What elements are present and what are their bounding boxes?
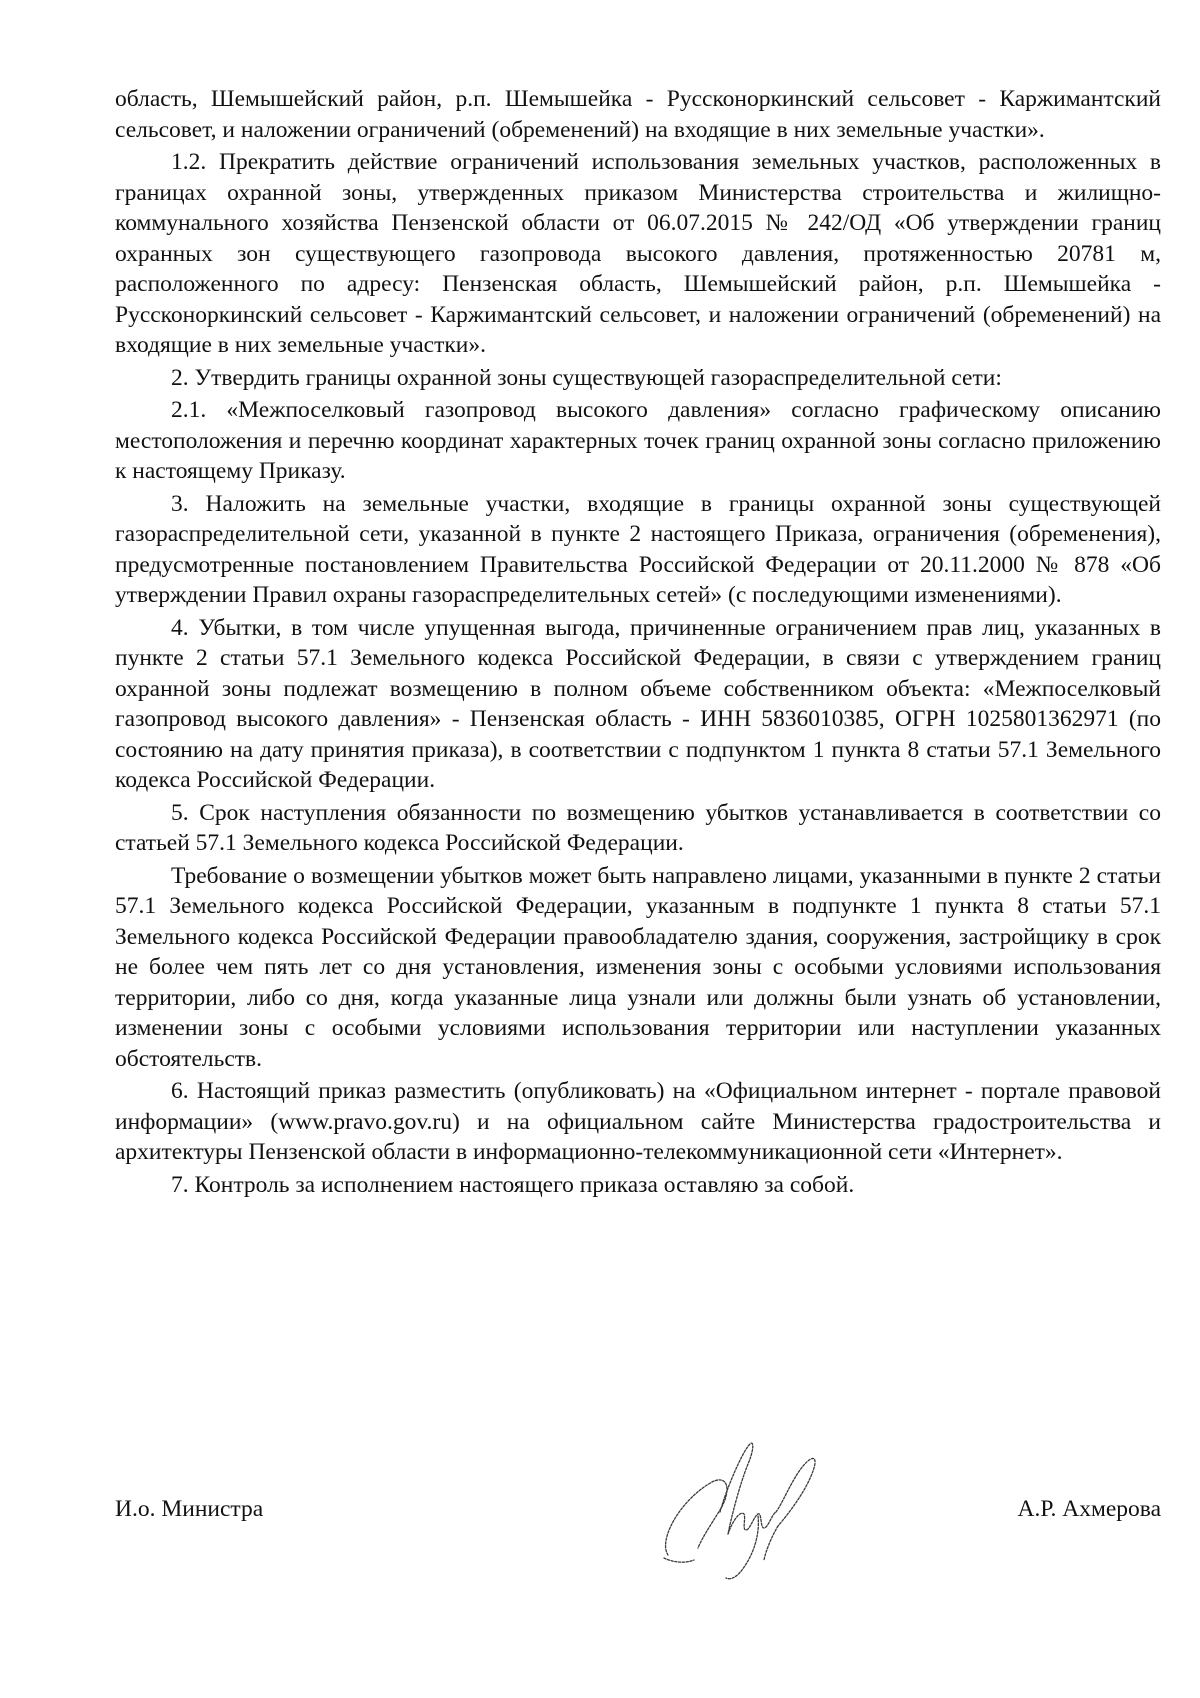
paragraph-continuation: область, Шемышейский район, р.п. Шемышейка - Руссконоркинский сельсовет - Каржимантский сельсовет, и наложении ограничений (обременений) на входящие в них земельные участки». — [115, 86, 1161, 143]
signatory-position: И.о. Министра — [115, 1496, 264, 1522]
document-body — [115, 84, 1161, 1200]
paragraph-2: 2. Утвердить границы охранной зоны существующей газораспределительной сети: — [171, 364, 1002, 391]
paragraph-5: 5. Срок наступления обязанности по возмещению убытков устанавливается в соответствии со статьей 57.1 Земельного кодекса Российской Федерации. — [115, 799, 1161, 856]
paragraph-5-requirement: Требование о возмещении убытков может быть направлено лицами, указанными в пункте 2 статьи 57.1 Земельного кодекса Российской Федерации, указанным в подпункте 1 пункта 8 статьи 57.1 Земельного кодекса Российской Федерации правообладателю здания, сооружения, застройщику в срок не более чем пять лет со дня установления, изменения зоны с особыми условиями использования территории, либо со дня, когда указанные лица узнали или должны были узнать об установлении, изменении зоны с особыми условиями использования территории или наступлении указанных обстоятельств. — [115, 862, 1161, 1072]
signature-block — [115, 1494, 1161, 1534]
paragraph-6: 6. Настоящий приказ разместить (опубликовать) на «Официальном интернет - портале правовой информации» (www.pravo.gov.ru) и на официальном сайте Министерства градостроительства и архитектуры Пензенской области в информационно-телекоммуникационной сети «Интернет». — [115, 1078, 1161, 1165]
paragraph-7: 7. Контроль за исполнением настоящего приказа оставляю за собой. — [171, 1171, 855, 1198]
signatory-name: А.Р. Ахмерова — [1017, 1496, 1161, 1522]
paragraph-4: 4. Убытки, в том числе упущенная выгода, причиненные ограничением прав лиц, указанных в пункте 2 статьи 57.1 Земельного кодекса Российской Федерации, в связи с утверждением границ охранной зоны подлежат возмещению в полном объеме собственником объекта: «Межпоселковый газопровод высокого давления» - Пензенская область - ИНН 5836010385, ОГРН 1025801362971 (по состоянию на дату принятия приказа), в соответствии с подпунктом 1 пункта 8 статьи 57.1 Земельного кодекса Российской Федерации. — [115, 614, 1161, 793]
paragraph-3: 3. Наложить на земельные участки, входящие в границы охранной зоны существующей газораспределительной сети, указанной в пункте 2 настоящего Приказа, ограничения (обременения), предусмотренные постановлением Правительства Российской Федерации от 20.11.2000 № 878 «Об утверждении Правил охраны газораспределительных сетей» (с последующими изменениями). — [115, 490, 1161, 608]
handwritten-signature — [650, 1430, 840, 1590]
paragraph-1-2: 1.2. Прекратить действие ограничений использования земельных участков, расположенных в границах охранной зоны, утвержденных приказом Министерства строительства и жилищно-коммунального хозяйства Пензенской области от 06.07.2015 № 242/ОД «Об утверждении границ охранных зон существующего газопровода высокого давления, протяженностью 20781 м, расположенного по адресу: Пензенская область, Шемышейский район, р.п. Шемышейка - Руссконоркинский сельсовет - Каржимантский сельсовет, и наложении ограничений (обременений) на входящие в них земельные участки». — [115, 149, 1161, 358]
paragraph-2-1: 2.1. «Межпоселковый газопровод высокого давления» согласно графическому описанию местоположения и перечню координат характерных точек границ охранной зоны согласно приложению к настоящему Приказу. — [115, 397, 1161, 484]
